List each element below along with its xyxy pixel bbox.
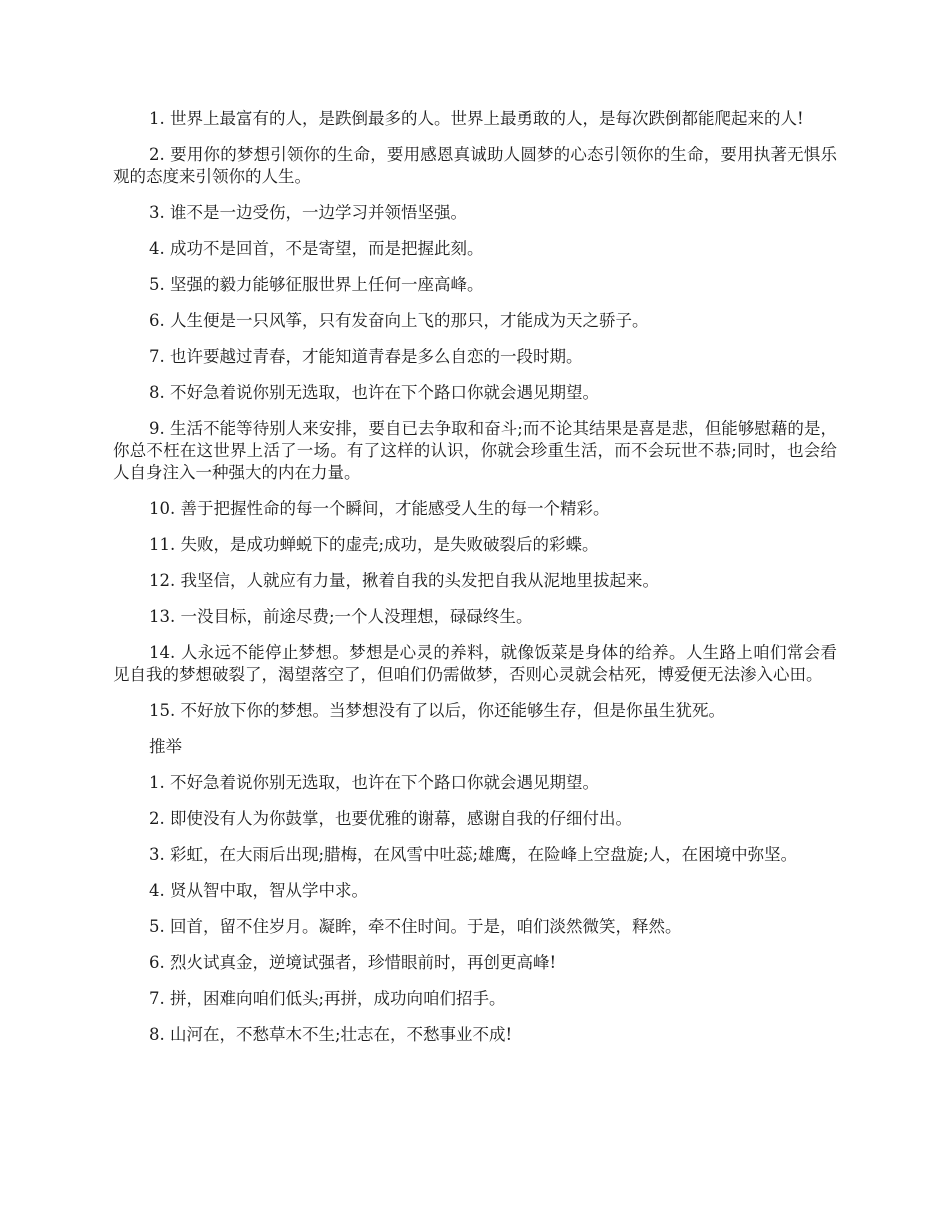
- document-page: [113, 108, 837, 1060]
- quote-paragraph: 5. 坚强的毅力能够征服世界上任何一座高峰。: [149, 275, 484, 294]
- quote-paragraph: 4. 贤从智中取，智从学中求。: [149, 881, 368, 900]
- section-heading: 推举: [149, 737, 182, 756]
- quote-paragraph: 2. 要用你的梦想引领你的生命，要用感恩真诚助人圆梦的心态引领你的生命，要用执著无惧乐观的态度来引领你的人生。: [113, 145, 837, 186]
- quote-paragraph: 15. 不好放下你的梦想。当梦想没有了以后，你还能够生存，但是你虽生犹死。: [149, 701, 725, 720]
- quote-paragraph: 8. 不好急着说你别无选取，也许在下个路口你就会遇见期望。: [149, 383, 599, 402]
- quote-paragraph: 2. 即使没有人为你鼓掌，也要优雅的谢幕，感谢自我的仔细付出。: [149, 809, 632, 828]
- quote-paragraph: 3. 彩虹，在大雨后出现;腊梅，在风雪中吐蕊;雄鹰，在险峰上空盘旋;人，在困境中弥坚。: [149, 845, 798, 864]
- quote-paragraph: 1. 世界上最富有的人，是跌倒最多的人。世界上最勇敢的人，是每次跌倒都能爬起来的人!: [149, 109, 804, 128]
- quote-paragraph: 6. 烈火试真金，逆境试强者，珍惜眼前时，再创更高峰!: [149, 953, 557, 972]
- quote-paragraph: 8. 山河在，不愁草木不生;壮志在，不愁事业不成!: [149, 1025, 513, 1044]
- quote-paragraph: 12. 我坚信，人就应有力量，揪着自我的头发把自我从泥地里拔起来。: [149, 571, 659, 590]
- quote-paragraph: 9. 生活不能等待别人来安排，要自已去争取和奋斗;而不论其结果是喜是悲，但能够慰藉的是，你总不枉在这世界上活了一场。有了这样的认识，你就会珍重生活，而不会玩世不恭;同时，也会给人自身注入一种强大的内在力量。: [113, 419, 837, 482]
- quote-paragraph: 10. 善于把握性命的每一个瞬间，才能感受人生的每一个精彩。: [149, 499, 610, 518]
- quote-paragraph: 6. 人生便是一只风筝，只有发奋向上飞的那只，才能成为天之骄子。: [149, 311, 649, 330]
- quote-paragraph: 1. 不好急着说你别无选取，也许在下个路口你就会遇见期望。: [149, 773, 599, 792]
- quote-paragraph: 7. 拼，困难向咱们低头;再拼，成功向咱们招手。: [149, 989, 506, 1008]
- quote-paragraph: 3. 谁不是一边受伤，一边学习并领悟坚强。: [149, 203, 467, 222]
- quote-paragraph: 11. 失败，是成功蝉蜕下的虚壳;成功，是失败破裂后的彩蝶。: [149, 535, 599, 554]
- quote-paragraph: 4. 成功不是回首，不是寄望，而是把握此刻。: [149, 239, 484, 258]
- quote-paragraph: 13. 一没目标，前途尽费;一个人没理想，碌碌终生。: [149, 607, 533, 626]
- quote-paragraph: 14. 人永远不能停止梦想。梦想是心灵的养料，就像饭菜是身体的给养。人生路上咱们常会看见自我的梦想破裂了，渴望落空了，但咱们仍需做梦，否则心灵就会枯死，博爱便无法渗入心田。: [113, 643, 837, 684]
- quote-paragraph: 7. 也许要越过青春，才能知道青春是多么自恋的一段时期。: [149, 347, 583, 366]
- quote-paragraph: 5. 回首，留不住岁月。凝眸，牵不住时间。于是，咱们淡然微笑，释然。: [149, 917, 682, 936]
